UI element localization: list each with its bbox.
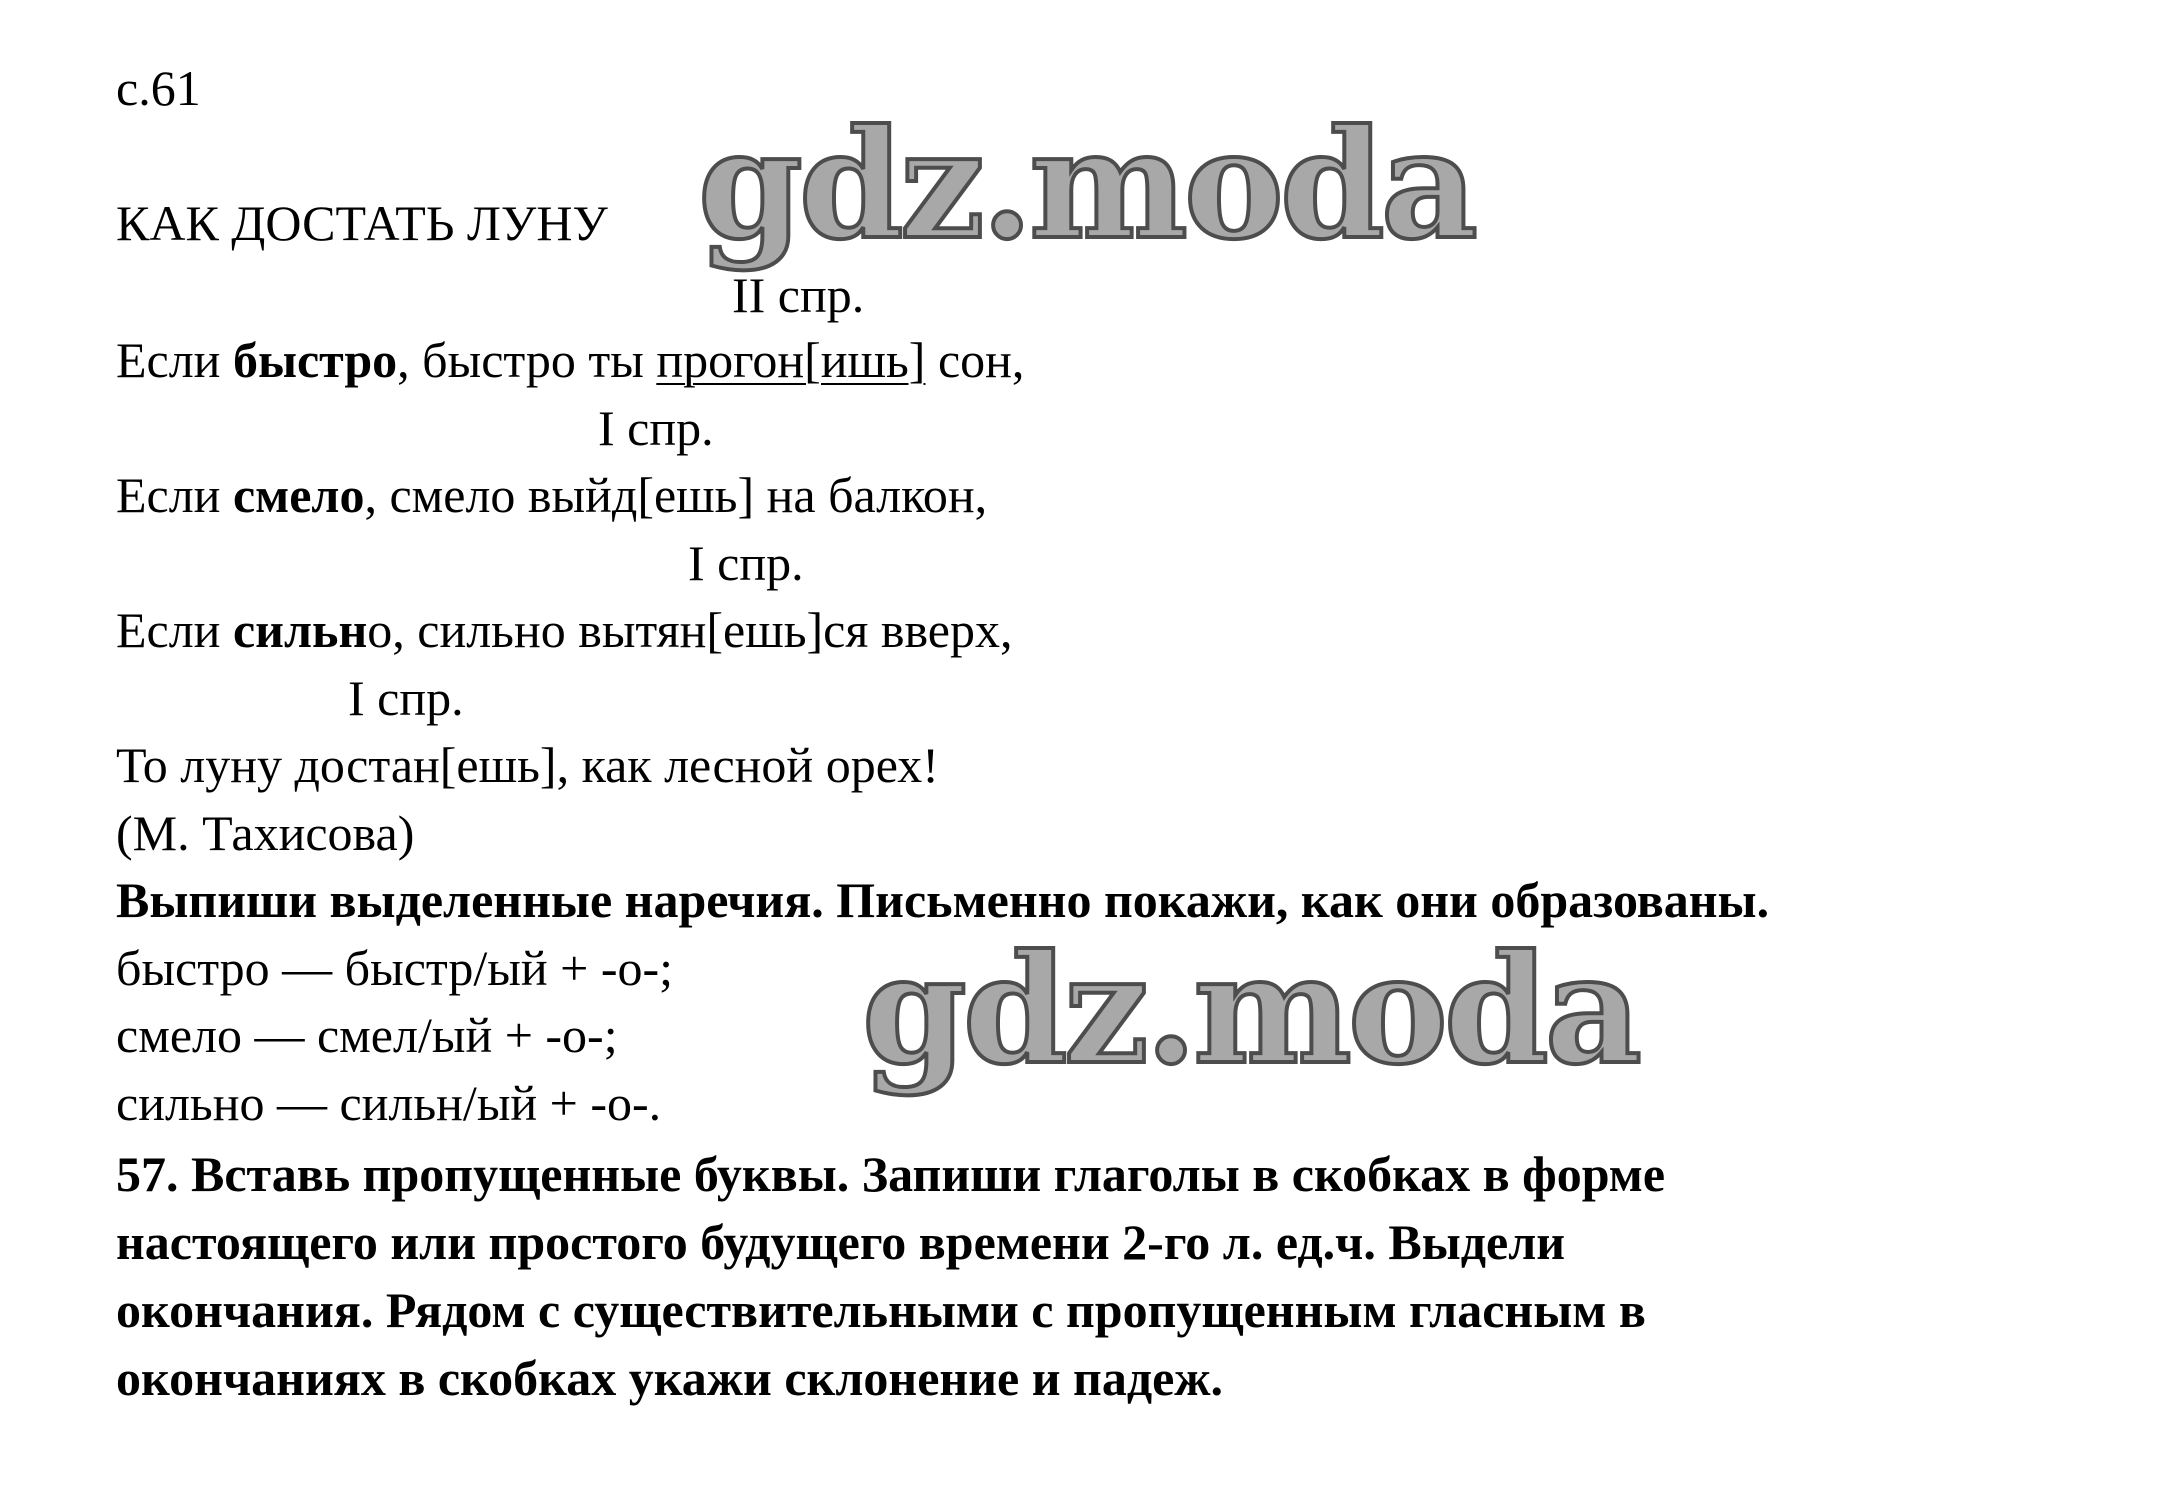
task-57-line-2: настоящего или простого будущего времени 2-го л. ед.ч. Выдели xyxy=(116,1214,1566,1270)
poem-line-3-rest: о, сильно вытян[ешь]ся вверх, xyxy=(367,602,1013,658)
adverb-silno: сильн xyxy=(232,602,368,658)
conjugation-note-2: I спр. xyxy=(598,400,714,456)
poem-line-4: То луну достан[ешь], как лесной орех! xyxy=(116,737,939,793)
task-56-instruction: Выпиши выделенные наречия. Письменно покажи, как они образованы. xyxy=(116,872,1770,928)
conjugation-note-3: I спр. xyxy=(688,535,804,591)
poem-line-1-end: сон, xyxy=(925,332,1025,388)
watermark-logo: gdz.moda xyxy=(698,97,1475,273)
poem-line-1-start: Если xyxy=(116,332,233,388)
poem-line-1-mid: , быстро ты xyxy=(397,332,657,388)
answer-line-1: быстро — быстр/ый + -о-; xyxy=(116,940,674,996)
poem-line-3 xyxy=(116,600,1012,660)
poem-title: КАК ДОСТАТЬ ЛУНУ xyxy=(116,195,608,251)
task-57-line-4: окончаниях в скобках укажи склонение и падеж. xyxy=(116,1350,1224,1406)
answer-line-2: смело — смел/ый + -о-; xyxy=(116,1007,618,1063)
poem-author: (М. Тахисова) xyxy=(116,805,415,861)
task-57-line-1: 57. Вставь пропущенные буквы. Запиши глаголы в скобках в форме xyxy=(116,1146,1666,1202)
watermark-logo-2: gdz.moda xyxy=(862,922,1639,1098)
poem-line-1 xyxy=(116,330,1024,390)
adverb-bystro: быстро xyxy=(232,332,398,388)
verb-progonish: прогон[ишь] xyxy=(656,332,926,388)
poem-line-2-start: Если xyxy=(116,467,233,523)
answer-line-3: сильно — сильн/ый + -о-. xyxy=(116,1075,662,1131)
adverb-smelo: смело xyxy=(232,467,365,523)
poem-line-3-start: Если xyxy=(116,602,233,658)
poem-line-2 xyxy=(116,465,987,525)
conjugation-note-1: II спр. xyxy=(732,267,865,323)
conjugation-note-4: I спр. xyxy=(348,670,464,726)
page-number: с.61 xyxy=(116,60,201,116)
poem-line-2-rest: , смело выйд[ешь] на балкон, xyxy=(364,467,988,523)
task-57-line-3: окончания. Рядом с существительными с пропущенным гласным в xyxy=(116,1282,1646,1338)
